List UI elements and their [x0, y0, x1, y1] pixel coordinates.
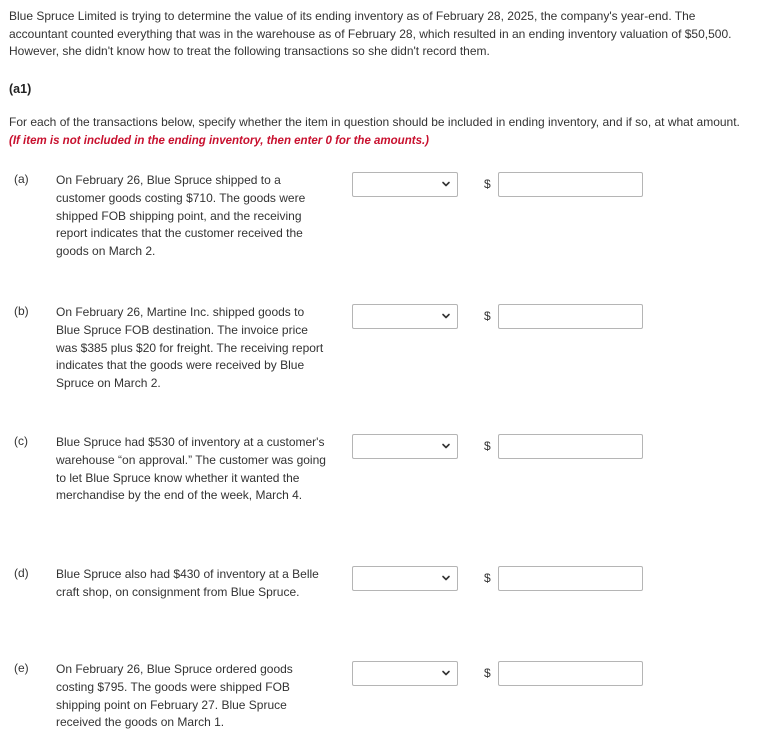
transaction-description: Blue Spruce had $530 of inventory at a customer's warehouse “on approval.” The customer was going to let Blue Spruce know whether it wanted the merchandise by the end of the week, March 4. — [56, 435, 326, 503]
chevron-down-icon — [441, 668, 451, 678]
amount-input-e[interactable] — [498, 661, 643, 686]
chevron-down-icon — [441, 311, 451, 321]
part-label: (a1) — [9, 82, 32, 96]
inclusion-dropdown-d[interactable] — [352, 566, 458, 591]
transaction-description: On February 26, Blue Spruce shipped to a customer goods costing $710. The goods were shipped FOB shipping point, and the receiving report indicates that the customer received the goods on March 2. — [56, 173, 306, 259]
transaction-letter: (e) — [14, 661, 29, 675]
dollar-sign: $ — [484, 309, 491, 323]
chevron-down-icon — [441, 573, 451, 583]
dollar-sign: $ — [484, 439, 491, 453]
inclusion-dropdown-a[interactable] — [352, 172, 458, 197]
instructions — [9, 114, 744, 150]
chevron-down-icon — [441, 441, 451, 451]
transaction-letter: (c) — [14, 434, 28, 448]
inclusion-dropdown-b[interactable] — [352, 304, 458, 329]
amount-input-d[interactable] — [498, 566, 643, 591]
transaction-letter: (d) — [14, 566, 29, 580]
transaction-letter: (b) — [14, 304, 29, 318]
amount-input-a[interactable] — [498, 172, 643, 197]
instruction-note: (If item is not included in the ending inventory, then enter 0 for the amounts.) — [9, 134, 429, 147]
problem-intro: Blue Spruce Limited is trying to determine the value of its ending inventory as of February 28, 2025, the company's year-end. The accountant counted everything that was in the warehouse as of February 28, which resulted in an ending inventory valuation of $50,500. However, she didn't know how to treat the following transactions so she didn't record them. — [9, 9, 732, 58]
dollar-sign: $ — [484, 571, 491, 585]
amount-input-c[interactable] — [498, 434, 643, 459]
transaction-description: Blue Spruce also had $430 of inventory at a Belle craft shop, on consignment from Blue Spruce. — [56, 567, 319, 599]
dollar-sign: $ — [484, 666, 491, 680]
transaction-description: On February 26, Martine Inc. shipped goods to Blue Spruce FOB destination. The invoice price was $385 plus $20 for freight. The receiving report indicates that the goods were received by Blue Spruce on March 2. — [56, 305, 324, 391]
transaction-description: On February 26, Blue Spruce ordered goods costing $795. The goods were shipped FOB shipping point on February 27. Blue Spruce received the goods on March 1. — [56, 662, 293, 730]
chevron-down-icon — [441, 179, 451, 189]
inclusion-dropdown-e[interactable] — [352, 661, 458, 686]
instruction-text: For each of the transactions below, specify whether the item in question should be included in ending inventory, and if so, at what amount. — [9, 115, 740, 129]
amount-input-b[interactable] — [498, 304, 643, 329]
dollar-sign: $ — [484, 177, 491, 191]
inclusion-dropdown-c[interactable] — [352, 434, 458, 459]
transaction-letter: (a) — [14, 172, 29, 186]
